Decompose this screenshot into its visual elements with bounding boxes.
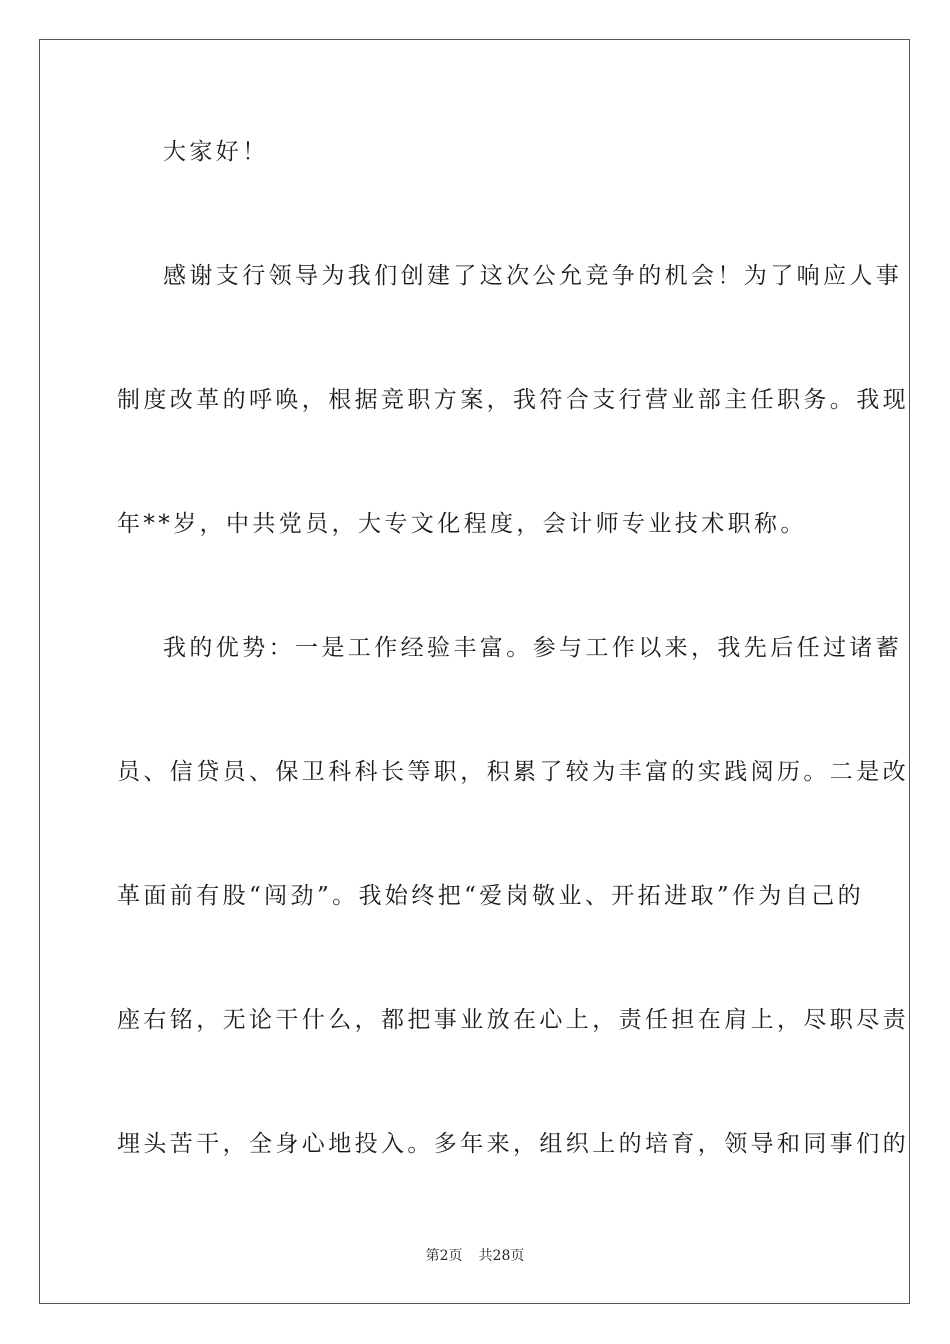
page-number: 第2页	[425, 1248, 463, 1264]
paragraph-line: 我的优势：一是工作经验丰富。参与工作以来，我先后任过诸蓄	[163, 635, 903, 661]
paragraph-line: 座右铭，无论干什么，都把事业放在心上，责任担在肩上，尽职尽责	[117, 1007, 909, 1033]
page-total: 共28页	[478, 1248, 525, 1264]
greeting-line: 大家好！	[163, 139, 269, 165]
paragraph-line: 埋头苦干，全身心地投入。多年来，组织上的培育，领导和同事们的	[117, 1131, 909, 1157]
page-footer	[0, 1247, 950, 1265]
paragraph-line: 员、信贷员、保卫科科长等职，积累了较为丰富的实践阅历。二是改	[117, 759, 909, 785]
paragraph-line: 年**岁，中共党员，大专文化程度，会计师专业技术职称。	[117, 511, 807, 537]
page-border	[39, 39, 910, 1304]
paragraph-line: 感谢支行领导为我们创建了这次公允竞争的机会！为了响应人事	[163, 263, 903, 289]
paragraph-line: 革面前有股“闯劲”。我始终把“爱岗敬业、开拓进取”作为自己的	[117, 883, 865, 909]
paragraph-line: 制度改革的呼唤，根据竞职方案，我符合支行营业部主任职务。我现	[117, 387, 909, 413]
